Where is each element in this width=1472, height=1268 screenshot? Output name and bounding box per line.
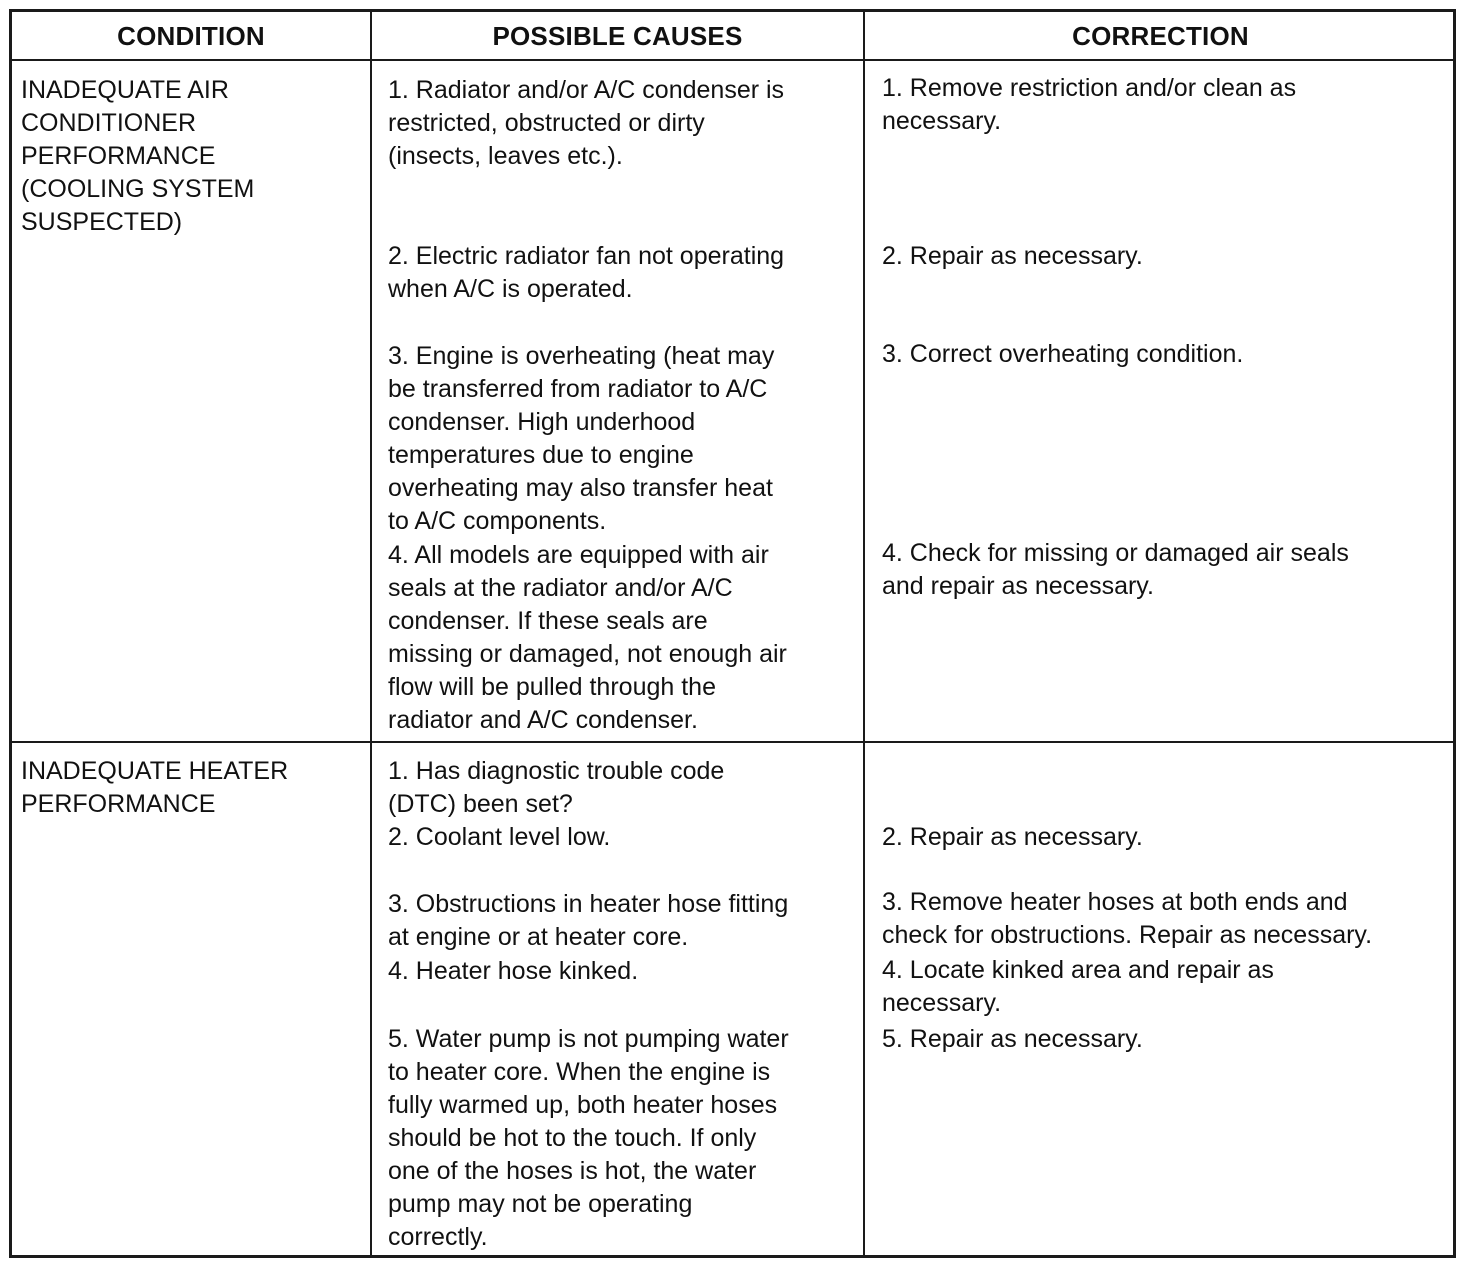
row-1-cause-1: 1. Radiator and/or A/C condenser is restricted, obstructed or dirty (insects, leaves etc.). (388, 76, 785, 170)
row-2-cause-4: 4. Heater hose kinked. (388, 957, 639, 985)
row-1-correction-3: 3. Correct overheating condition. (882, 340, 1244, 368)
row-2-cause-2: 2. Coolant level low. (388, 823, 611, 851)
row-2-cause-5: 5. Water pump is not pumping water to heater core. When the engine is fully warmed up, both heater hoses should be hot to the touch. If only one of the hoses is hot, the water pump may not be operating correctly. (388, 1025, 789, 1251)
header-possible-causes: POSSIBLE CAUSES (492, 20, 743, 51)
row-1-condition: INADEQUATE AIR CONDITIONER PERFORMANCE (COOLING SYSTEM SUSPECTED) (21, 76, 255, 236)
row-2-correction-3: 3. Remove heater hoses at both ends and check for obstructions. Repair as necessary. (882, 888, 1373, 949)
row-2-cause-1: 1. Has diagnostic trouble code (DTC) been set? (388, 757, 725, 818)
row-1-correction-1: 1. Remove restriction and/or clean as necessary. (882, 74, 1297, 135)
column-divider-2 (863, 12, 865, 1255)
column-divider-1 (370, 12, 372, 1255)
diagnosis-table (9, 9, 1456, 1258)
row-divider (12, 741, 1453, 743)
row-1-cause-3: 3. Engine is overheating (heat may be transferred from radiator to A/C condenser. High underhood temperatures due to engine overheating may also transfer heat to A/C components. (388, 342, 775, 535)
row-2-cause-3: 3. Obstructions in heater hose fitting at engine or at heater core. (388, 890, 789, 951)
header-correction: CORRECTION (1072, 20, 1249, 51)
row-2-correction-2: 2. Repair as necessary. (882, 823, 1143, 851)
row-2-condition: INADEQUATE HEATER PERFORMANCE (21, 757, 289, 818)
row-2-correction-4: 4. Locate kinked area and repair as necessary. (882, 956, 1274, 1017)
row-1-correction-4: 4. Check for missing or damaged air seals and repair as necessary. (882, 539, 1349, 600)
row-1-correction-2: 2. Repair as necessary. (882, 242, 1143, 270)
header-condition: CONDITION (117, 20, 265, 51)
row-1-cause-4: 4. All models are equipped with air seals at the radiator and/or A/C condenser. If these seals are missing or damaged, not enough air flow will be pulled through the radiator and A/C condenser. (388, 541, 787, 734)
row-2-correction-5: 5. Repair as necessary. (882, 1025, 1143, 1053)
row-1-cause-2: 2. Electric radiator fan not operating when A/C is operated. (388, 242, 785, 303)
